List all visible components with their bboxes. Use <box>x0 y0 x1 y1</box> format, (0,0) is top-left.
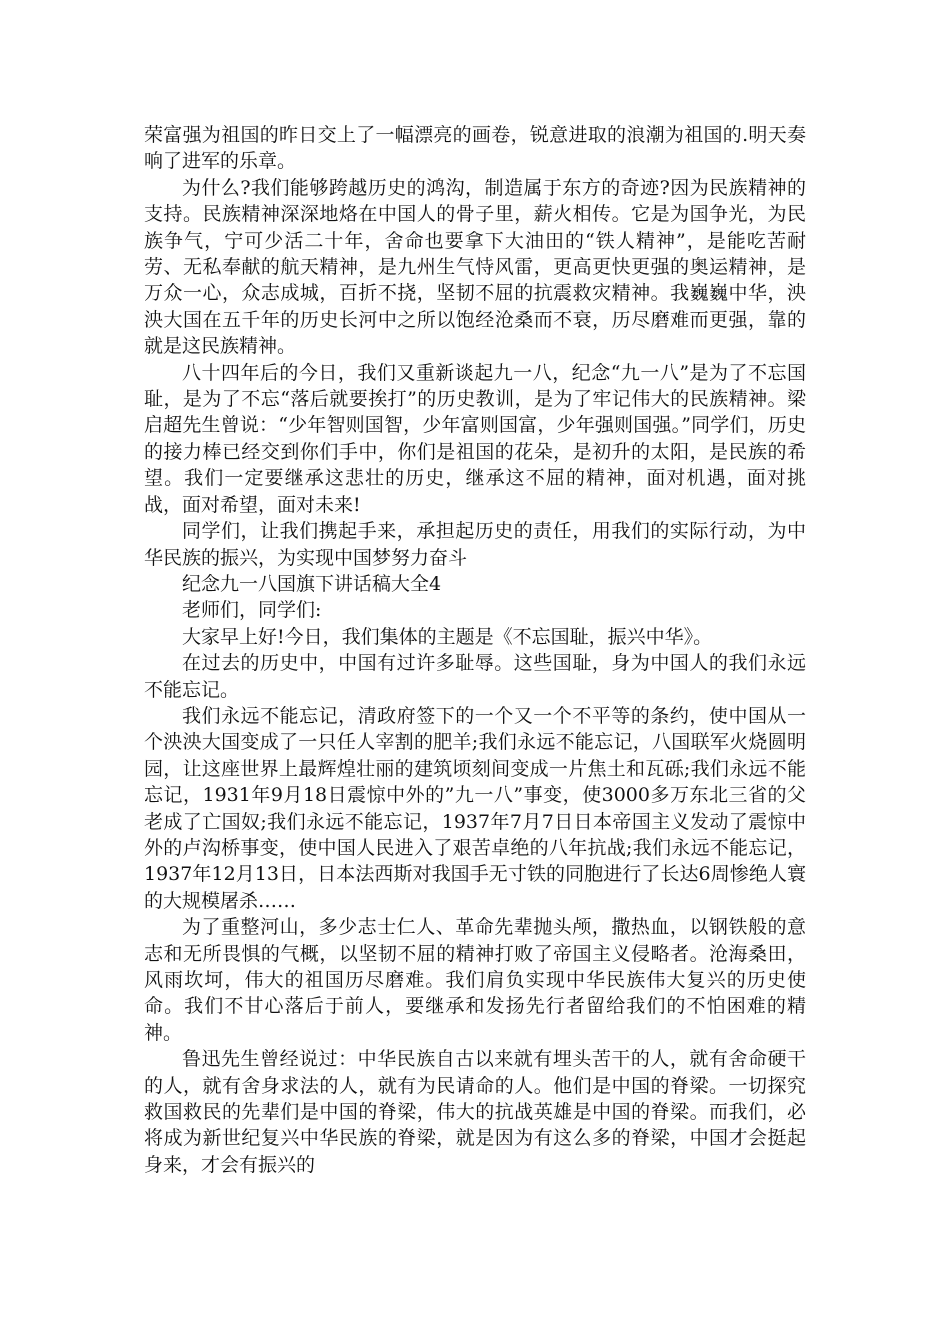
paragraph-9: 我们永远不能忘记，清政府签下的一个又一个不平等的条约，使中国从一个泱泱大国变成了一只任人宰割的肥羊;我们永远不能忘记，八国联军火烧圆明园，让这座世界上最辉煌壮丽的建筑顷刻间变成一片焦土和瓦砾;我们永远不能忘记，1931年9月18日震惊中外的”九一八”事变，使3000多万东北三省的父老成了亡国奴;我们永远不能忘记，1937年7月7日日本帝国主义发动了震惊中外的卢沟桥事变，使中国人民进入了艰苦卓绝的八年抗战;我们永远不能忘记，1937年12月13日，日本法西斯对我国手无寸铁的同胞进行了长达6周惨绝人寰的大规模屠杀…… <box>144 704 806 912</box>
paragraph-3: 八十四年后的今日，我们又重新谈起九一八，纪念“九一八”是为了不忘国耻，是为了不忘“落后就要挨打”的历史教训，是为了牢记伟大的民族精神。梁启超先生曾说：“少年智则国智，少年富则国富，少年强则国强。”同学们，历史的接力棒已经交到你们手中，你们是祖国的花朵，是初升的太阳，是民族的希望。我们一定要继承这悲壮的历史，继承这不屈的精神，面对机遇，面对挑战，面对希望，面对未来! <box>144 361 806 516</box>
paragraph-10: 为了重整河山，多少志士仁人、革命先辈抛头颅，撒热血，以钢铁般的意志和无所畏惧的气概，以坚韧不屈的精神打败了帝国主义侵略者。沧海桑田，风雨坎坷，伟大的祖国历尽磨难。我们肩负实现中华民族伟大复兴的历史使命。我们不甘心落后于前人，要继承和发扬先行者留给我们的不怕困难的精神。 <box>144 916 806 1044</box>
greeting-paragraph: 大家早上好!今日，我们集体的主题是《不忘国耻，振兴中华》。 <box>182 625 713 648</box>
paragraph-8: 在过去的历史中，中国有过许多耻辱。这些国耻，身为中国人的我们永远不能忘记。 <box>144 652 806 701</box>
paragraph-1: 荣富强为祖国的昨日交上了一幅漂亮的画卷，锐意进取的浪潮为祖国的.明天奏响了进军的乐章。 <box>144 124 806 173</box>
paragraph-2: 为什么?我们能够跨越历史的鸿沟，制造属于东方的奇迹?因为民族精神的支持。民族精神深深地烙在中国人的骨子里，薪火相传。它是为国争光，为民族争气，宁可少活二十年，舍命也要拿下大油田的“铁人精神”，是能吃苦耐劳、无私奉献的航天精神，是九州生气恃风雷，更高更快更强的奥运精神，是万众一心，众志成城，百折不挠，坚韧不屈的抗震救灾精神。我巍巍中华，泱泱大国在五千年的历史长河中之所以饱经沧桑而不衰，历尽磨难而更强，靠的就是这民族精神。 <box>144 176 806 358</box>
paragraph-11: 鲁迅先生曾经说过：中华民族自古以来就有埋头苦干的人，就有舍命硬干的人，就有舍身求法的人，就有为民请命的人。他们是中国的脊梁。一切探究救国救民的先辈们是中国的脊梁，伟大的抗战英雄是中国的脊梁。而我们，必将成为新世纪复兴中华民族的脊梁，就是因为有这么多的脊梁，中国才会挺起身来，才会有振兴的 <box>144 1048 806 1176</box>
paragraph-4: 同学们，让我们携起手来，承担起历史的责任，用我们的实际行动，为中华民族的振兴，为实现中国梦努力奋斗 <box>144 520 806 569</box>
section-heading: 纪念九一八国旗下讲话稿大全4 <box>182 572 442 595</box>
salutation: 老师们，同学们: <box>182 599 322 622</box>
document-body <box>144 122 806 1178</box>
